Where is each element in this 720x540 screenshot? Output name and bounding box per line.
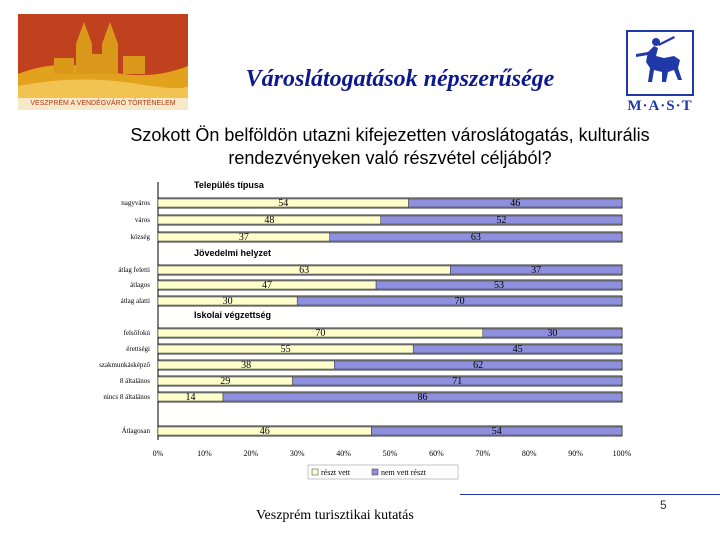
legend-label-reszt-vett: részt vett [321, 468, 351, 477]
data-label: 63 [470, 232, 481, 243]
data-label: 30 [222, 296, 233, 307]
category-label: érettségi [126, 345, 150, 353]
x-axis-ticks [153, 449, 632, 458]
category-label: átlag alatti [120, 297, 150, 305]
survey-question: Szokott Ön belföldön utazni kifejezetten városlátogatás, kulturális rendezvényeken való részvétel céljából? [130, 125, 650, 168]
data-label: 30 [547, 328, 558, 339]
data-label: 29 [220, 376, 231, 387]
data-label: 46 [510, 198, 521, 209]
veszprem-logo [18, 14, 188, 110]
data-label: 37 [531, 265, 542, 276]
data-label: 37 [238, 232, 249, 243]
page-number: 5 [660, 498, 667, 512]
category-label: nincs 8 általános [103, 393, 150, 401]
data-label: 70 [315, 328, 326, 339]
data-label: 62 [473, 360, 484, 371]
x-tick-label: 30% [289, 449, 305, 458]
data-label: 52 [496, 215, 507, 226]
x-tick-label: 10% [197, 449, 212, 458]
category-label: község [130, 233, 150, 241]
data-label: 54 [278, 198, 289, 209]
slide-title: Városlátogatások népszerűsége [245, 66, 555, 92]
logo-caption: VESZPRÉM A VENDÉGVÁRÓ TÖRTÉNELEM [18, 98, 188, 110]
category-label: nagyváros [121, 199, 150, 207]
data-label: 47 [262, 280, 273, 291]
category-label: felsőfokú [123, 329, 150, 337]
footer-text: Veszprém turisztikai kutatás [256, 508, 414, 523]
data-label: 71 [452, 376, 463, 387]
category-label: átlagos [130, 281, 150, 289]
category-label: város [134, 216, 150, 224]
x-tick-label: 50% [382, 449, 398, 458]
data-label: 55 [280, 344, 291, 355]
category-label: átlag feletti [118, 266, 150, 274]
group-header: Település típusa [194, 180, 264, 190]
data-label: 54 [491, 426, 502, 437]
legend-label-nem-vett-reszt: nem vett részt [381, 468, 426, 477]
legend-swatch-nem-vett-reszt [372, 469, 378, 475]
x-tick-label: 90% [568, 449, 583, 458]
data-label: 63 [299, 265, 310, 276]
x-tick-label: 80% [521, 449, 537, 458]
data-label: 48 [264, 215, 275, 226]
x-tick-label: 70% [475, 449, 491, 458]
data-label: 70 [454, 296, 465, 307]
data-label: 86 [417, 392, 428, 403]
data-label: 46 [259, 426, 270, 437]
category-label: 8 általános [119, 377, 150, 385]
stacked-bar-chart [56, 178, 636, 490]
category-label: Átlagosan [121, 427, 150, 435]
x-tick-label: 0% [152, 449, 164, 458]
data-label: 53 [494, 280, 505, 291]
data-label: 14 [185, 392, 196, 403]
x-tick-label: 100% [612, 449, 632, 458]
category-labels [99, 199, 150, 435]
mast-logo-text: M·A·S·T [627, 98, 693, 114]
legend [308, 465, 458, 479]
data-label: 45 [512, 344, 523, 355]
x-tick-label: 20% [243, 449, 259, 458]
group-header: Jövedelmi helyzet [194, 248, 272, 258]
footer-divider [460, 494, 720, 495]
legend-swatch-reszt-vett [312, 469, 318, 475]
data-label: 38 [241, 360, 252, 371]
x-tick-label: 40% [336, 449, 351, 458]
group-header: Iskolai végzettség [194, 310, 272, 320]
category-label: szakmunkásképző [99, 361, 150, 369]
x-tick-label: 60% [429, 449, 444, 458]
